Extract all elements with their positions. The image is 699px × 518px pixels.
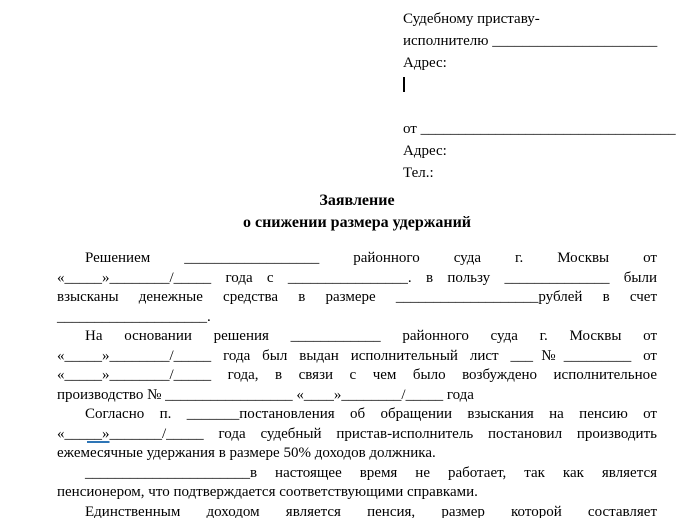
document-title — [57, 190, 657, 234]
text-segment: Решением __________________ районного суда г. Москвы от — [85, 250, 657, 266]
header-line: Адрес: — [403, 143, 447, 159]
text-line — [57, 503, 657, 518]
header-line: исполнителю ______________________ — [403, 33, 658, 49]
text-segment: «_____»________/_____ года с ________________. в пользу ______________ были — [57, 269, 657, 286]
text-line — [57, 249, 657, 269]
text-line — [57, 386, 657, 406]
header-line — [403, 96, 691, 118]
text-segment: «_____»________/_____ года был выдан исполнительный лист ___№_________ от — [57, 347, 657, 364]
text-line — [57, 444, 657, 464]
header-line: от __________________________________ — [403, 121, 676, 137]
text-line — [57, 327, 657, 347]
text-line — [57, 425, 657, 445]
text-segment: взысканы денежные средства в размере ___________________рублей в счет — [57, 289, 657, 305]
recipient-from-block — [403, 8, 691, 184]
text-segment: На основании решения ____________ районного суда г. Москвы от — [85, 328, 657, 344]
revision-marked-text: __» — [87, 425, 110, 442]
text-segment: ежемесячные удержания в размере 50% доходов должника. — [57, 445, 436, 461]
document-title-line2: о снижении размера удержаний — [242, 214, 472, 231]
text-line — [57, 464, 657, 484]
text-segment: _______/_____ года судебный пристав-исполнитель постановил производить — [109, 425, 657, 442]
text-segment: «_____»________/_____ года, в связи с чем было возбуждено исполнительное — [57, 367, 657, 383]
text-line — [57, 308, 657, 328]
text-line — [57, 483, 657, 503]
header-line: Адрес: — [403, 55, 447, 71]
header-line: Тел.: — [403, 165, 434, 181]
text-cursor-icon — [403, 77, 405, 92]
document-title-line1: Заявление — [319, 192, 395, 209]
text-line — [57, 269, 657, 289]
header-line: Судебному приставу- — [403, 11, 540, 27]
text-line — [57, 405, 657, 425]
text-segment: «___ — [57, 425, 87, 442]
text-segment: Согласно п. _______постановления об обращении взыскания на пенсию от — [85, 406, 657, 422]
text-line — [57, 288, 657, 308]
text-line — [57, 347, 657, 367]
text-segment: производство № _________________ «____»________/_____ года — [57, 386, 474, 403]
text-segment: пенсионером, что подтверждается соответствующими справками. — [57, 484, 478, 500]
document-body — [57, 249, 657, 518]
cursor-line — [403, 74, 691, 96]
text-segment: ______________________в настоящее время не работает, так как является — [85, 464, 657, 481]
text-segment: Единственным доходом является пенсия, размер которой составляет — [85, 503, 657, 518]
text-segment: ____________________. — [57, 308, 211, 325]
text-line — [57, 366, 657, 386]
